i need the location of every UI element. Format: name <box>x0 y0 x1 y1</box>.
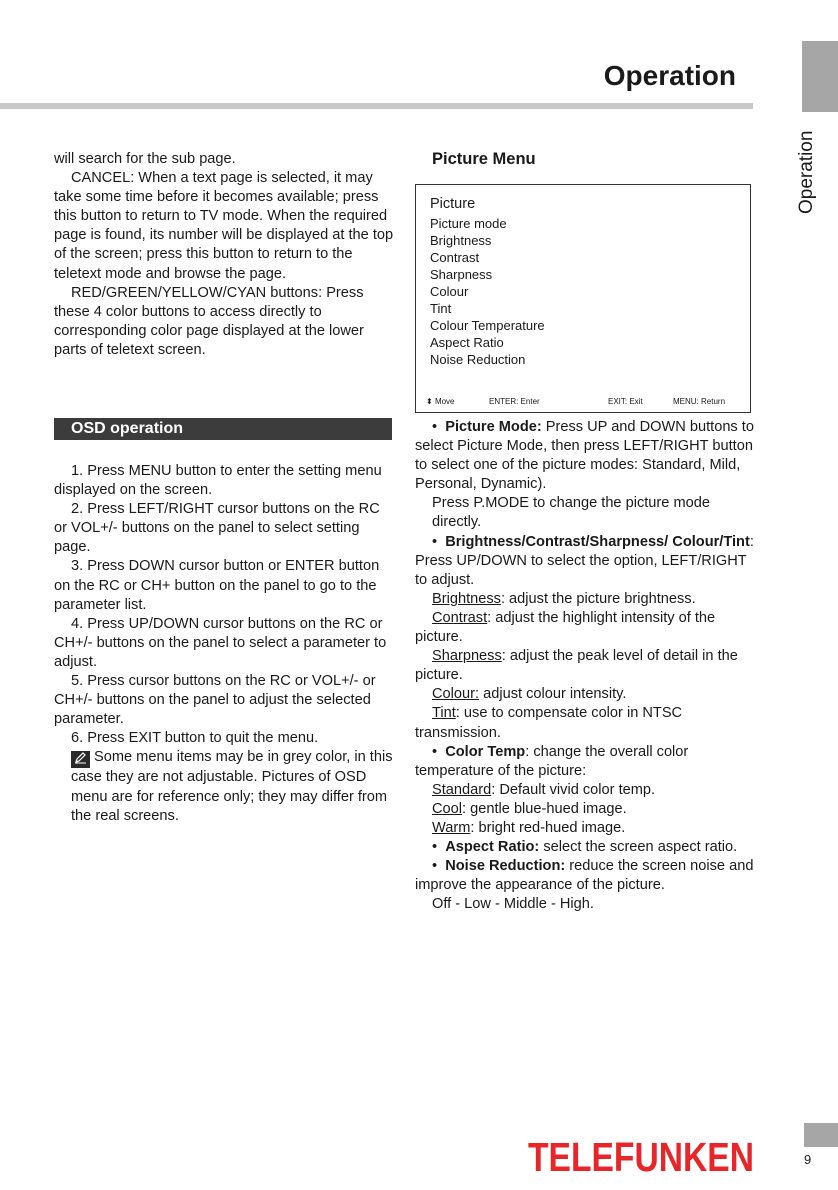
desc: Press UP and DOWN buttons to select Picture Mode, then press LEFT/RIGHT button to select one of the picture modes: Standard, Mild, Personal, Dynamic). <box>415 419 754 493</box>
term: Standard <box>432 781 492 798</box>
page-title: Operation <box>603 60 736 91</box>
aspect-desc: • Aspect Ratio: select the screen aspect ratio. <box>432 839 738 856</box>
term: Brightness <box>432 590 501 607</box>
note-pencil-icon <box>71 751 90 768</box>
menu-item-noise-reduction: Noise Reduction <box>430 352 526 367</box>
menu-footer-enter: ENTER: Enter <box>489 397 540 406</box>
color-temp-desc: • Color Temp: change the overall color temperature of the picture: <box>415 743 689 779</box>
term: Tint <box>432 705 456 722</box>
desc: select the screen aspect ratio. <box>539 839 738 856</box>
temp-item <box>415 781 760 800</box>
step: 4. Press UP/DOWN cursor buttons on the RC or CH+/- buttons on the panel to select a parameter to adjust. <box>54 615 387 670</box>
noise-desc: • Noise Reduction: reduce the screen noise and improve the appearance of the picture. <box>415 858 754 894</box>
paragraph: RED/GREEN/YELLOW/CYAN buttons: Press these 4 color buttons to access directly to corresponding color page displayed at the lower parts of teletext screen. <box>54 284 364 358</box>
desc: : adjust the highlight intensity of the picture. <box>415 609 716 646</box>
desc: reduce the screen noise and improve the appearance of the picture. <box>415 858 754 894</box>
step: 5. Press cursor buttons on the RC or VOL+/- or CH+/- buttons on the panel to adjust the selected parameter. <box>54 673 376 728</box>
section-header-osd: OSD operation <box>54 418 392 440</box>
term: Contrast <box>432 609 488 626</box>
menu-item-colour: Colour <box>430 284 469 299</box>
menu-footer-move-label: Move <box>434 397 455 406</box>
term: Sharpness <box>432 648 502 665</box>
desc: adjust colour intensity. <box>479 686 627 703</box>
desc: : change the overall color temperature of the picture: <box>415 743 689 779</box>
bcs-item <box>415 704 760 742</box>
up-down-arrow-icon: ⬍ <box>426 397 433 406</box>
menu-item-list <box>430 215 545 368</box>
step: 6. Press EXIT button to quit the menu. <box>71 730 319 747</box>
note-text: Some menu items may be in grey color, in this case they are not adjustable. Pictures of OSD menu are for reference only; they may differ from the real screens. <box>71 749 393 824</box>
bcs-item <box>415 590 760 609</box>
menu-footer-return: MENU: Return <box>673 397 726 406</box>
term: Noise Reduction: <box>445 858 566 875</box>
left-column <box>54 150 394 360</box>
bcs-desc: • Brightness/Contrast/Sharpness/ Colour/Tint: Press UP/DOWN to select the option, LEFT/RIGHT to adjust. <box>415 533 754 588</box>
menu-item-aspect-ratio: Aspect Ratio <box>430 335 504 350</box>
picture-mode-extra: Press P.MODE to change the picture mode directly. <box>432 495 710 531</box>
temp-item <box>415 800 760 819</box>
menu-item-sharpness: Sharpness <box>430 267 493 282</box>
term: Warm <box>432 819 471 836</box>
side-section-label <box>794 124 834 214</box>
paragraph: CANCEL: When a text page is selected, it may take some time before it becomes available; press this button to return to TV mode. When the required page is found, its number will be displayed at the top of the screen; press this button to return to the teletext mode and browse the page. <box>54 170 394 282</box>
desc: : adjust the picture brightness. <box>500 590 696 607</box>
page-number-tab <box>804 1123 838 1147</box>
desc: : bright red-hued image. <box>470 819 626 836</box>
term: Aspect Ratio: <box>445 839 540 856</box>
note <box>54 748 394 825</box>
desc: : adjust the peak level of detail in the picture. <box>415 648 738 684</box>
menu-item-contrast: Contrast <box>430 250 480 265</box>
menu-item-brightness: Brightness <box>430 233 492 248</box>
picture-menu-heading: Picture Menu <box>432 150 536 168</box>
desc: : gentle blue-hued image. <box>462 800 627 817</box>
brand-logo <box>528 1134 756 1180</box>
term: Cool <box>432 800 463 817</box>
menu-footer-move <box>426 397 455 407</box>
bcs-item <box>415 609 760 647</box>
picture-mode-desc: • Picture Mode: Press UP and DOWN buttons to select Picture Mode, then press LEFT/RIGHT button to select one of the picture modes: Standard, Mild, Personal, Dynamic). <box>415 419 754 493</box>
term: Brightness/Contrast/Sharpness/ Colour/Tint <box>445 533 750 550</box>
osd-steps <box>54 462 394 826</box>
page-number: 9 <box>804 1152 812 1167</box>
desc: : Press UP/DOWN to select the option, LEFT/RIGHT to adjust. <box>415 533 754 588</box>
right-column <box>415 418 760 914</box>
menu-footer-exit: EXIT: Exit <box>608 397 643 406</box>
term: Colour: <box>432 686 480 703</box>
temp-item <box>415 819 760 838</box>
step: 2. Press LEFT/RIGHT cursor buttons on the RC or VOL+/- buttons on the panel to select setting page. <box>54 501 380 556</box>
desc: : Default vivid color temp. <box>491 781 656 798</box>
side-section-label-text: Operation <box>796 130 817 214</box>
menu-item-picture-mode: Picture mode <box>430 216 507 231</box>
noise-levels: Off - Low - Middle - High. <box>432 896 594 913</box>
osd-menu-screenshot <box>415 184 751 413</box>
step: 1. Press MENU button to enter the setting menu displayed on the screen. <box>54 463 382 499</box>
header-divider <box>0 103 753 109</box>
bcs-item <box>415 647 760 685</box>
term: Picture Mode: <box>445 419 542 435</box>
bcs-item <box>415 685 760 704</box>
brand-logo-text: TELEFUNKEN <box>528 1134 754 1180</box>
menu-item-colour-temperature: Colour Temperature <box>430 318 545 333</box>
menu-item-tint: Tint <box>430 301 452 316</box>
step: 3. Press DOWN cursor button or ENTER button on the RC or CH+ button on the panel to go to the parameter list. <box>54 558 380 613</box>
paragraph: will search for the sub page. <box>54 151 236 167</box>
desc: : use to compensate color in NTSC transmission. <box>415 705 683 741</box>
term: Color Temp <box>445 743 526 760</box>
side-tab-marker <box>802 41 838 112</box>
menu-title: Picture <box>430 196 476 212</box>
